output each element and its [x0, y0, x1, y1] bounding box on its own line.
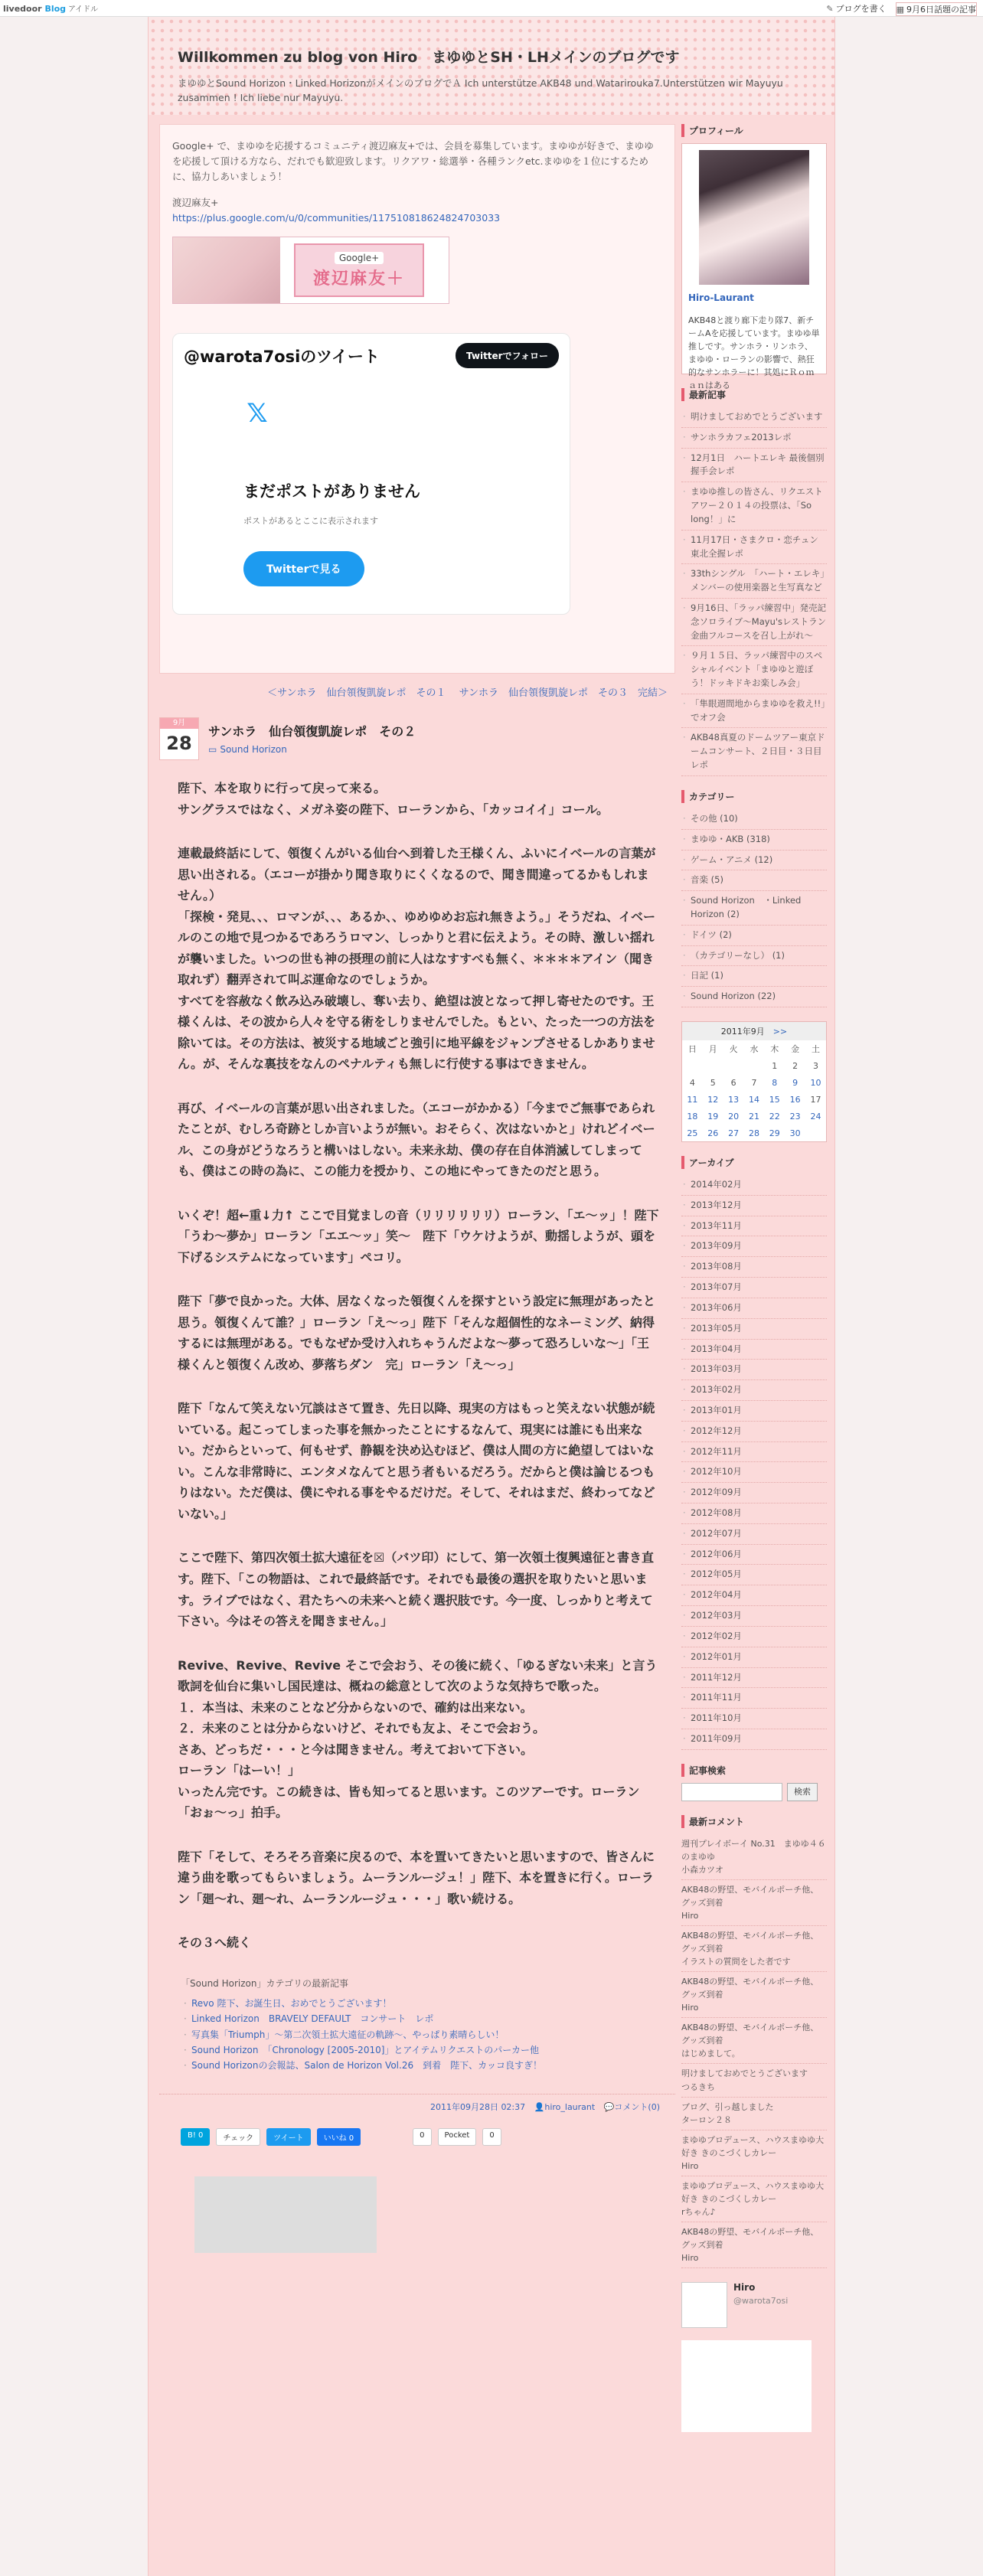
calendar-day[interactable]: 14: [748, 1094, 759, 1105]
twitter-empty-title: まだポストがありません: [243, 482, 420, 501]
calendar-day[interactable]: 15: [769, 1094, 780, 1105]
search-heading: 記事検索: [681, 1764, 827, 1777]
category-link[interactable]: · ドイツ (2): [681, 926, 827, 946]
comment-entry-link[interactable]: AKB48の野望、モバイルポーチ他、グッズ到着: [681, 1931, 819, 1954]
calendar-weekday: 水: [749, 1044, 759, 1054]
blog-description: まゆゆとSound Horizon・Linked HorizonがメインのブログでＡ Ich unterstütze AKB48 und Watarirouka7.Unterstützen wir Mayuyu zusammen ! Ich liebe nur Mayuyu.: [178, 77, 783, 104]
author-icon: 👤: [534, 2101, 545, 2112]
profile-description: AKB48と渡り廊下走り隊7、新チームAを応援しています。まゆゆ単推しです。サンホラ・リンホラ、まゆゆ・ローランの影響で、熱狂的なサンホラーに！其処にＲｏｍａｎはある: [688, 315, 820, 391]
main-column: [159, 124, 675, 2253]
comment-author: はじめまして。: [681, 2047, 827, 2064]
article-body: [159, 778, 675, 1954]
article-paragraph: 連載最終話にして、領復くんがいる仙台へ到着した王様くん、ふいにイベールの言葉が思い出される。（エコーが掛かり聞き取りにくくなるので、聞き間違ってるかもしれません。） 「探検・発見、、、ロマンが、、、あるか、、ゆめゆめお忘れ無きよう。」そうだね、イベールのこの地で見つかるであろうロマン、しっかりと君に伝えよう。その時、激しい揺れが襲いました。いつの世も神の摂理の前に人はなすすべも無く、＊＊＊＊アイン（聞き取れず）翻弄されて叫ぶ運命なのでしょうか。 すべてを容赦なく飲み込み破壊し、奪い去り、絶望は波となって押し寄せたのです。王様くんは、その波から人々を守る術をしりませんでした。もとい、たった一つの方法を除いては。その方法は、被災する地域ごと強引に地平線をジャンプさせるしかありません。が、そんな裏技をなんのペナルティも無しに行使する事はできません。: [178, 846, 656, 1072]
calendar-day[interactable]: 27: [728, 1128, 740, 1138]
profile-name[interactable]: Hiro-Laurant: [688, 292, 754, 303]
article-day: 28: [166, 733, 192, 754]
calendar-empty: [805, 1125, 826, 1141]
twitter-handle: @warota7osiのツイート: [184, 348, 380, 366]
archive-link[interactable]: · 2013年09月: [681, 1236, 827, 1257]
comment-author: イラストの質問をした者です: [681, 1955, 827, 1972]
calendar-day[interactable]: 13: [728, 1094, 740, 1105]
related-article-link[interactable]: · Revo 陛下、お誕生日、おめでとうございます！: [181, 1996, 654, 2011]
category-link[interactable]: · その他 (10): [681, 809, 827, 830]
calendar-day: 6: [730, 1077, 736, 1088]
archive-link[interactable]: · 2013年04月: [681, 1340, 827, 1360]
comment-author: rちゃん♪: [681, 2205, 827, 2222]
archive-link[interactable]: · 2012年10月: [681, 1462, 827, 1483]
categories-box: [681, 790, 827, 1007]
article-paragraph: 再び、イベールの言葉が思い出されました。（エコーがかかる）「今までご無事であられたことが、むしろ奇跡としか言いようが無い。おそらく、次はないかと」けれどイベール、この身がどうなろうと構いはしない。未来永劫、僕の存在自体消滅してしまっても、僕はこの時の為に、この能力を授かり、この地にやってきたのだと思う。: [178, 1100, 655, 1179]
calendar-day[interactable]: 21: [748, 1111, 759, 1121]
archive-link[interactable]: · 2012年02月: [681, 1627, 827, 1647]
calendar-day[interactable]: 16: [789, 1094, 801, 1105]
calendar-day[interactable]: 12: [707, 1094, 719, 1105]
category-link[interactable]: · Sound Horizon (22): [681, 987, 827, 1007]
blog-title[interactable]: Willkommen zu blog von Hiro まゆゆとSH・LHメインのブログです: [178, 49, 680, 66]
archive-link[interactable]: · 2011年09月: [681, 1729, 827, 1750]
ad-placeholder: [194, 2176, 377, 2253]
calendar-day: 3: [813, 1060, 819, 1071]
related-article-link[interactable]: · Sound Horizonの会報誌、Salon de Horizon Vol.26 到着 陛下、カッコ良すぎ！: [181, 2058, 654, 2073]
comment-author: Hiro: [681, 2251, 827, 2268]
search-box: [681, 1764, 827, 1801]
calendar-day: 5: [710, 1077, 716, 1088]
comment-entry-link[interactable]: AKB48の野望、モバイルポーチ他、グッズ到着: [681, 2023, 819, 2046]
banner-logo: [294, 243, 424, 297]
calendar-day[interactable]: 10: [810, 1077, 821, 1088]
recent-heading: 最新記事: [681, 388, 827, 401]
twitter-timeline-widget: [172, 333, 570, 615]
comment-author: つるきち: [681, 2081, 827, 2098]
author-name[interactable]: Hiro: [733, 2282, 756, 2294]
archive-link[interactable]: · 2012年09月: [681, 1483, 827, 1503]
tweet-button[interactable]: ツイート: [266, 2128, 311, 2146]
article-paragraph: 陛下「なんて笑えない冗談はさて置き、先日以降、現実の方はもっと笑えない状態が続いている。起こってしまった事を無かったことにするなんて、現実には誰にも出来ない。だからといって、何もせず、静観を決め込むほど、僕は人間の方に絶望してはいない。こんな非常時に、エンタメなんてと思う者もいるだろう。だからと僕は論じるつもりはない。ただ僕は、僕にやれる事をやるだけだ。そして、それはまだ、終わってなどいない。」: [178, 1401, 655, 1521]
archive-link[interactable]: · 2011年12月: [681, 1668, 827, 1689]
recent-article-link[interactable]: · 33thシングル 「ハート・エレキ」メンバーの使用楽器と生写真など: [681, 564, 827, 599]
comment-entry-link[interactable]: まゆゆプロデュース、ハウスまゆゆ大好き きのこづくしカレー: [681, 2134, 825, 2158]
article: [159, 717, 675, 2253]
calendar-weekday: 土: [812, 1044, 821, 1054]
article-comments[interactable]: コメント(0): [614, 2101, 660, 2112]
related-article-link[interactable]: · Sound Horizon 「Chronology [2005-2010]」とアイテムリクエストのパーカー他: [181, 2042, 654, 2058]
article-paragraph: 陛下、本を取りに行って戻って来る。 サングラスではなく、メガネ姿の陛下、ローランから、「カッコイイ」コール。: [178, 781, 609, 817]
recent-article-link[interactable]: · サンホラカフェ2013レポ: [681, 428, 827, 449]
trending-articles-link[interactable]: ▦ 9月6日話題の記事: [896, 2, 977, 16]
livedoor-logo[interactable]: livedoor Blog アイドル: [3, 4, 99, 14]
twitter-author-box: [681, 2282, 827, 2432]
archive-box: [681, 1156, 827, 1750]
calendar-day: 2: [792, 1060, 798, 1071]
comment-author: Hiro: [681, 2160, 827, 2176]
profile-heading: プロフィール: [681, 124, 827, 137]
banner-google-label: Google+: [335, 252, 384, 264]
article-meta: [159, 2094, 675, 2113]
recent-article-link[interactable]: · 11月17日・さまクロ・恋チュン東北全握レポ: [681, 531, 827, 565]
comment-author: 小森カツオ: [681, 1863, 827, 1880]
twitter-view-button[interactable]: Twitterで見る: [243, 551, 364, 586]
archive-link[interactable]: · 2011年10月: [681, 1709, 827, 1729]
community-link[interactable]: https://plus.google.com/u/0/communities/117510818624824703033: [172, 212, 501, 224]
recent-comments-box: [681, 1815, 827, 2268]
community-banner[interactable]: [172, 237, 449, 304]
article-pager: [159, 684, 675, 699]
sidebar: [681, 124, 827, 2446]
archive-link[interactable]: · 2012年01月: [681, 1647, 827, 1668]
banner-photo: [173, 237, 280, 303]
calendar-day[interactable]: 26: [707, 1128, 719, 1138]
calendar-weekday: 月: [708, 1044, 717, 1054]
article-paragraph: Revive、Revive、Revive そこで会おう、その後に続く、「ゆるぎない未来」と言う歌詞を仙台に集いし国民達は、概ねの総意として次のような気持ちで歌った。 １．本当は、未来のことなど分からないので、確約は出来ない。 ２．未来のことは分からないけど、それでも友よ、そこで会おう。 さあ、どっちだ・・・と今は聞きません。考えておいて下さい。 ローラン「はーい！」 いったん完です。この続きは、皆も知ってると思います。このツアーです。ローラン「おぉ〜っ」拍手。: [178, 1657, 658, 1820]
write-blog-link[interactable]: ✎ ブログを書く: [826, 2, 886, 16]
calendar-day[interactable]: 28: [748, 1128, 759, 1138]
article-author[interactable]: hiro_laurant: [544, 2101, 596, 2112]
recent-article-link[interactable]: · 9月16日、「ラッパ練習中」発売記念ソロライブ〜Mayu'sレストラン 金曲フルコースを召し上がれ〜: [681, 599, 827, 646]
related-articles: [159, 1977, 675, 2074]
calendar-empty: [744, 1057, 765, 1074]
calendar-day[interactable]: 30: [789, 1128, 801, 1138]
archive-link[interactable]: · 2013年08月: [681, 1257, 827, 1278]
archive-link[interactable]: · 2013年03月: [681, 1360, 827, 1380]
recent-article-link[interactable]: · 「隼眼週間地からまゆゆを救え!!」でオフ会: [681, 694, 827, 729]
comment-entry-link[interactable]: AKB48の野望、モバイルポーチ他、グッズ到着: [681, 1884, 819, 1908]
article-paragraph: その３へ続く: [178, 1935, 252, 1951]
calendar-empty: [723, 1057, 744, 1074]
notice-text: Google+ で、まゆゆを応援するコミュニティ渡辺麻友+では、会員を募集しています。まゆゆが好きで、まゆゆを応援して頂ける方なら、だれでも歓迎致します。リクアワ・総選挙・各種ランクetc.まゆゆを１位にするために、協力しあいましょう！: [172, 140, 654, 182]
calendar-day: 1: [772, 1060, 778, 1071]
archive-link[interactable]: · 2012年03月: [681, 1606, 827, 1627]
archive-heading: アーカイブ: [681, 1156, 827, 1169]
calendar-weekday: 日: [687, 1044, 697, 1054]
related-article-link[interactable]: · 写真集「Triumph」〜第二次領土拡大遠征の軌跡〜、やっぱり素晴らしい！: [181, 2027, 654, 2042]
calendar-day: 4: [689, 1077, 695, 1088]
category-link[interactable]: · （カテゴリーなし） (1): [681, 946, 827, 967]
calendar-table: [682, 1040, 826, 1141]
profile-photo[interactable]: [699, 150, 809, 285]
calendar-header: [682, 1022, 826, 1040]
like-count-button[interactable]: 0: [413, 2128, 431, 2146]
archive-link[interactable]: · 2013年05月: [681, 1319, 827, 1340]
calendar-day[interactable]: 18: [687, 1111, 698, 1121]
archive-link[interactable]: · 2013年11月: [681, 1216, 827, 1237]
facebook-like-button[interactable]: いいね 0: [317, 2128, 361, 2146]
category-link[interactable]: · Sound Horizon ・Linked Horizon (2): [681, 891, 827, 926]
calendar-day[interactable]: 20: [728, 1111, 740, 1121]
comment-author: ターロン２８: [681, 2114, 827, 2130]
calendar-day: 7: [751, 1077, 757, 1088]
article-month: 9月: [160, 718, 198, 729]
calendar-day[interactable]: 9: [792, 1077, 798, 1088]
twitter-empty-subtitle: ポストがあるとここに表示されます: [243, 516, 378, 526]
comment-entry-link[interactable]: AKB48の野望、モバイルポーチ他、グッズ到着: [681, 2226, 819, 2250]
comment-entry-link[interactable]: ブログ、引っ越しました: [681, 2101, 774, 2112]
category-link[interactable]: · 日記 (1): [681, 966, 827, 987]
article-category-link[interactable]: ▭ Sound Horizon: [208, 744, 675, 755]
recent-article-link[interactable]: · ９月１５日、ラッパ練習中のスペシャルイベント「まゆゆと遊ぼう！ドッキドキお楽しみ会」: [681, 646, 827, 694]
comment-entry-link[interactable]: 明けましておめでとうございます: [681, 2068, 808, 2079]
article-paragraph: ここで陛下、第四次領土拡大遠征を☒（バツ印）にして、第一次領土復興遠征と書き直す。陛下、「この物語は、これで最終話です。それでも最後の選択を取りたいと思います。ライブではなく、君たちへの未来へと続く選択肢です。今一度、しっかりと考えて下さい。今はその答えを聞きません。」: [178, 1550, 655, 1629]
recent-article-link[interactable]: · 明けましておめでとうございます: [681, 407, 827, 428]
calendar-day[interactable]: 22: [769, 1111, 780, 1121]
calendar-empty: [682, 1057, 703, 1074]
article-title[interactable]: サンホラ 仙台領復凱旋レポ その２: [208, 724, 416, 739]
comment-author: Hiro: [681, 2001, 827, 2018]
archive-link[interactable]: · 2011年11月: [681, 1688, 827, 1709]
comment-entry-link[interactable]: 週刊プレイボーイ No.31 まゆゆ４６のまゆゆ: [681, 1838, 826, 1862]
category-link[interactable]: · まゆゆ・AKB (318): [681, 830, 827, 851]
calendar-day[interactable]: 19: [707, 1111, 719, 1121]
pocket-button[interactable]: Pocket: [438, 2128, 477, 2146]
community-name: 渡辺麻友+: [172, 197, 219, 208]
archive-link[interactable]: · 2013年07月: [681, 1278, 827, 1298]
calendar-weekday: 木: [770, 1044, 779, 1054]
related-article-link[interactable]: · Linked Horizon BRAVELY DEFAULT コンサート レポ: [181, 2011, 654, 2026]
livedoor-topbar: [0, 0, 983, 17]
banner-community-name: 渡辺麻友＋: [312, 269, 405, 289]
article-date-badge: [159, 717, 199, 760]
article-paragraph: 陛下「そして、そろそろ音楽に戻るので、本を置いてきたいと思いますので、皆さんに違う曲を歌ってもらいましょう。ムーランルージュ！」陛下、本を置きに行く。ローラン「廻〜れ、廻〜れ、ムーランルージュ・・・」歌い続ける。: [178, 1849, 655, 1906]
author-handle: @warota7osi: [733, 2296, 789, 2307]
calendar-next-link[interactable]: >>: [772, 1027, 788, 1037]
x-logo-icon: 𝕏: [247, 398, 268, 429]
blog-page: [148, 17, 835, 2576]
twitter-follow-button[interactable]: Twitterでフォロー: [456, 343, 559, 368]
archive-link[interactable]: · 2012年04月: [681, 1585, 827, 1606]
social-buttons: [159, 2128, 675, 2146]
related-title: 「Sound Horizon」カテゴリの最新記事: [181, 1977, 349, 1989]
calendar-day[interactable]: 25: [687, 1128, 698, 1138]
hatena-bookmark-button[interactable]: B! 0: [181, 2128, 210, 2146]
check-button[interactable]: チェック: [216, 2128, 260, 2146]
article-paragraph: 陛下「夢で良かった。大体、居なくなった領復くんを探すという設定に無理があったと思う。領復くんて誰？」ローラン「え〜っ」陛下「そんな超個性的なネーミング、納得するには無理がある。でもなぜか受け入れちゃうんだよな〜夢って恐ろしいな〜」「王様くんと領復くん改め、夢落ちダン 完」ローラン「え〜っ」: [178, 1294, 655, 1372]
comment-entry-link[interactable]: AKB48の野望、モバイルポーチ他、グッズ到着: [681, 1977, 819, 2000]
recent-article-link[interactable]: · まゆゆ推しの皆さん、リクエストアワー２０１４の投票は、「So long！」に: [681, 482, 827, 530]
calendar-weekday: 火: [729, 1044, 738, 1054]
next-article-link[interactable]: サンホラ 仙台領復凱旋レポ その３ 完結＞: [459, 687, 668, 699]
archive-link[interactable]: · 2012年06月: [681, 1545, 827, 1566]
archive-link[interactable]: · 2012年12月: [681, 1422, 827, 1442]
profile-box: [681, 124, 827, 391]
calendar-weekday: 金: [791, 1044, 800, 1054]
pocket-count: 0: [482, 2128, 501, 2146]
community-notice: [159, 124, 675, 674]
article-paragraph: いくぞ！超←重↓力↑ ここで目覚ましの音（リリリリリリ）ローラン、「エ〜ッ」！陛下「うわ〜夢か」ローラン「エエ〜ッ」笑〜 陛下「ウケけようが、動揺しようが、頭を下げるシステムになっています」ペコリ。: [178, 1207, 659, 1265]
category-link[interactable]: · ゲーム・アニメ (12): [681, 851, 827, 871]
recent-articles-box: [681, 388, 827, 776]
recent-article-link[interactable]: · AKB48真夏のドームツアー東京ドームコンサート、２日目・３日目レポ: [681, 728, 827, 775]
archive-link[interactable]: · 2014年02月: [681, 1175, 827, 1196]
comments-heading: 最新コメント: [681, 1815, 827, 1828]
archive-link[interactable]: · 2013年02月: [681, 1380, 827, 1401]
archive-link[interactable]: · 2012年07月: [681, 1524, 827, 1545]
archive-link[interactable]: · 2013年06月: [681, 1298, 827, 1319]
search-input[interactable]: [681, 1783, 782, 1801]
archive-link[interactable]: · 2013年01月: [681, 1401, 827, 1422]
archive-link[interactable]: · 2012年11月: [681, 1442, 827, 1463]
archive-link[interactable]: · 2013年12月: [681, 1196, 827, 1216]
comment-icon: 💬: [603, 2101, 615, 2112]
categories-heading: カテゴリー: [681, 790, 827, 803]
calendar-day[interactable]: 11: [687, 1094, 698, 1105]
calendar-day[interactable]: 29: [769, 1128, 780, 1138]
article-datetime[interactable]: 2011年09月28日 02:37: [429, 2101, 526, 2112]
archive-link[interactable]: · 2012年05月: [681, 1565, 827, 1585]
category-link[interactable]: · 音楽 (5): [681, 870, 827, 891]
archive-link[interactable]: · 2012年08月: [681, 1503, 827, 1524]
comment-entry-link[interactable]: まゆゆプロデュース、ハウスまゆゆ大好き きのこづくしカレー: [681, 2180, 825, 2204]
calendar-day: 17: [810, 1094, 821, 1105]
calendar-box: [681, 1021, 827, 1142]
calendar-empty: [703, 1057, 723, 1074]
author-avatar[interactable]: [681, 2282, 727, 2328]
blog-header: [149, 17, 834, 115]
calendar-month: 2011年9月: [720, 1027, 765, 1037]
recent-article-link[interactable]: · 12月1日 ハートエレキ 最後個別握手会レポ: [681, 449, 827, 483]
calendar-day[interactable]: 24: [810, 1111, 821, 1121]
prev-article-link[interactable]: ＜サンホラ 仙台領復凱旋レポ その１: [267, 687, 446, 699]
calendar-day[interactable]: 23: [789, 1111, 801, 1121]
comment-author: Hiro: [681, 1909, 827, 1926]
calendar-day[interactable]: 8: [772, 1077, 778, 1088]
search-button[interactable]: 検索: [787, 1783, 818, 1801]
author-widget-placeholder: [681, 2340, 812, 2432]
